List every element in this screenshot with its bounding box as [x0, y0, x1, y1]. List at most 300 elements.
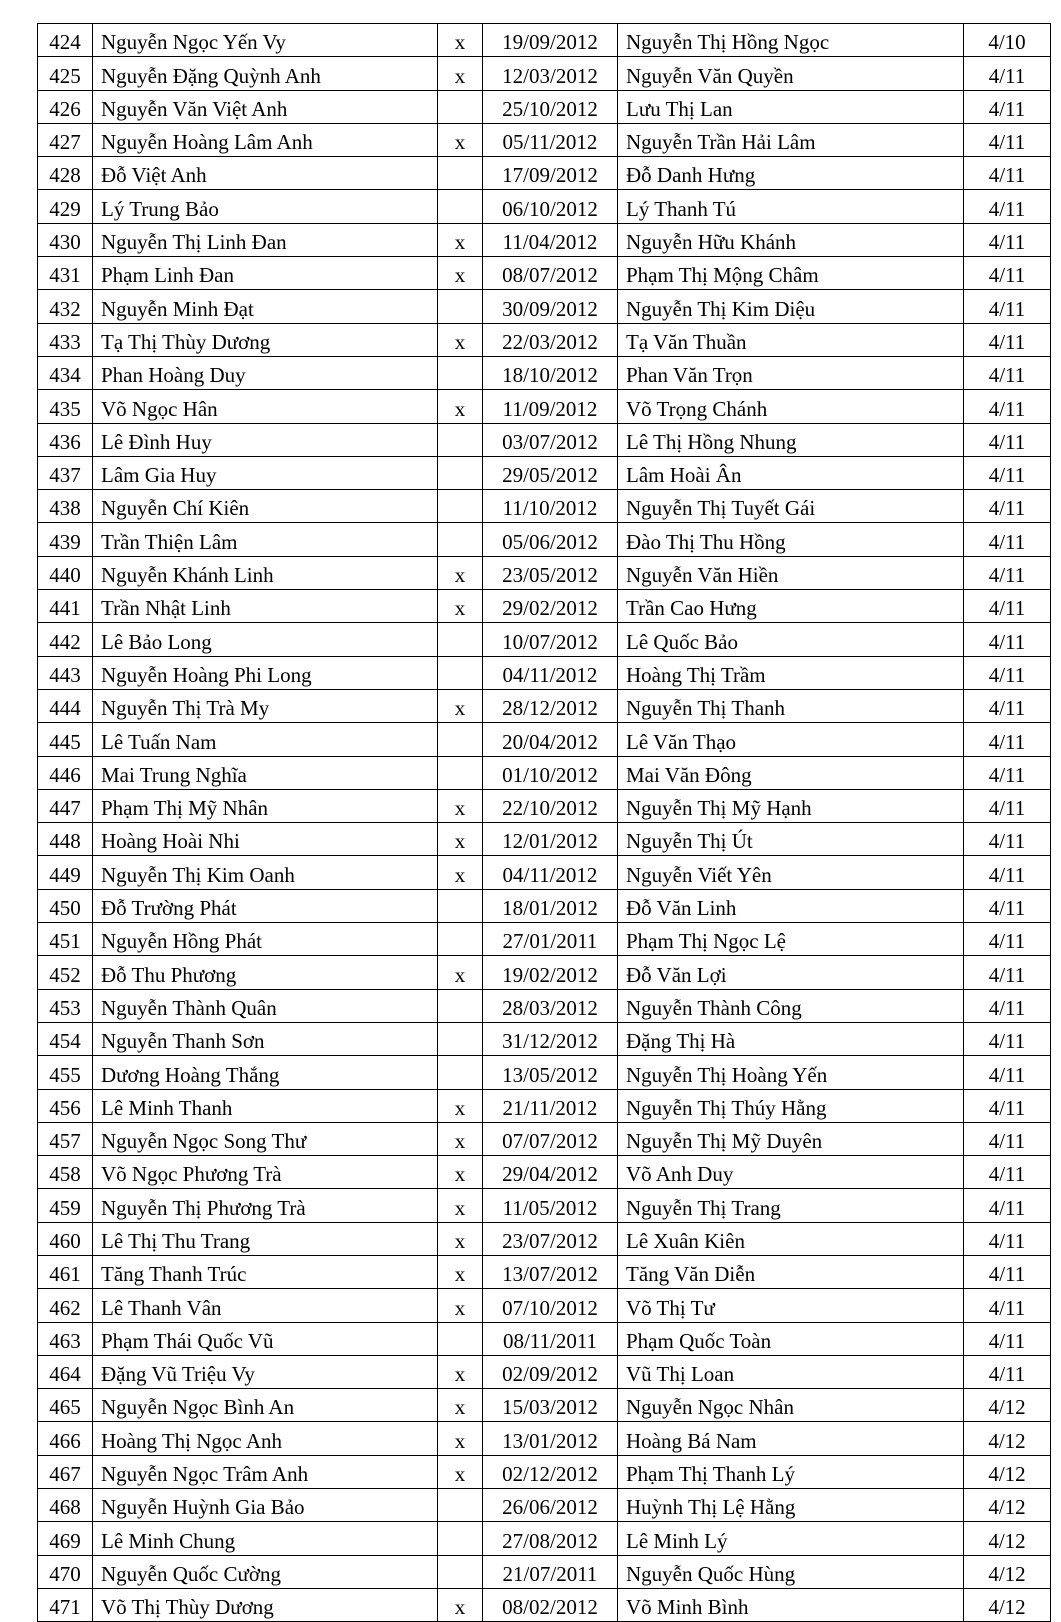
date-of-birth: 31/12/2012 — [483, 1022, 618, 1055]
female-mark — [438, 889, 483, 922]
class-name: 4/11 — [964, 123, 1051, 156]
parent-name: Vũ Thị Loan — [618, 1355, 964, 1388]
table-row — [38, 1489, 1051, 1522]
table-row — [38, 456, 1051, 489]
parent-name: Đỗ Văn Linh — [618, 889, 964, 922]
student-name: Hoàng Hoài Nhi — [93, 823, 438, 856]
student-name: Mai Trung Nghĩa — [93, 756, 438, 789]
female-mark — [438, 423, 483, 456]
table-row — [38, 756, 1051, 789]
date-of-birth: 18/10/2012 — [483, 356, 618, 389]
row-number: 438 — [38, 490, 93, 523]
student-name: Võ Ngọc Hân — [93, 390, 438, 423]
student-name: Nguyễn Quốc Cường — [93, 1555, 438, 1588]
date-of-birth: 25/10/2012 — [483, 90, 618, 123]
parent-name: Nguyễn Thị Hoàng Yến — [618, 1056, 964, 1089]
row-number: 467 — [38, 1455, 93, 1488]
class-name: 4/11 — [964, 323, 1051, 356]
student-name: Nguyễn Thị Kim Oanh — [93, 856, 438, 889]
table-row — [38, 257, 1051, 290]
row-number: 426 — [38, 90, 93, 123]
female-mark: x — [438, 1355, 483, 1388]
class-name: 4/11 — [964, 689, 1051, 722]
date-of-birth: 13/05/2012 — [483, 1056, 618, 1089]
row-number: 435 — [38, 390, 93, 423]
female-mark — [438, 356, 483, 389]
parent-name: Phạm Thị Mộng Châm — [618, 257, 964, 290]
parent-name: Trần Cao Hưng — [618, 590, 964, 623]
row-number: 440 — [38, 556, 93, 589]
date-of-birth: 03/07/2012 — [483, 423, 618, 456]
table-row — [38, 1322, 1051, 1355]
date-of-birth: 29/05/2012 — [483, 456, 618, 489]
row-number: 471 — [38, 1588, 93, 1621]
class-name: 4/10 — [964, 24, 1051, 57]
female-mark: x — [438, 956, 483, 989]
student-name: Phạm Thái Quốc Vũ — [93, 1322, 438, 1355]
student-name: Nguyễn Hoàng Lâm Anh — [93, 123, 438, 156]
row-number: 456 — [38, 1089, 93, 1122]
table-row — [38, 1122, 1051, 1155]
table-row — [38, 523, 1051, 556]
student-name: Lý Trung Bảo — [93, 190, 438, 223]
row-number: 449 — [38, 856, 93, 889]
female-mark: x — [438, 323, 483, 356]
row-number: 451 — [38, 923, 93, 956]
class-name: 4/11 — [964, 90, 1051, 123]
row-number: 431 — [38, 257, 93, 290]
female-mark — [438, 756, 483, 789]
student-name: Nguyễn Đặng Quỳnh Anh — [93, 57, 438, 90]
date-of-birth: 29/02/2012 — [483, 590, 618, 623]
class-name: 4/11 — [964, 490, 1051, 523]
date-of-birth: 18/01/2012 — [483, 889, 618, 922]
parent-name: Đặng Thị Hà — [618, 1022, 964, 1055]
female-mark: x — [438, 390, 483, 423]
row-number: 439 — [38, 523, 93, 556]
female-mark — [438, 290, 483, 323]
date-of-birth: 21/07/2011 — [483, 1555, 618, 1588]
row-number: 424 — [38, 24, 93, 57]
row-number: 462 — [38, 1289, 93, 1322]
female-mark — [438, 1322, 483, 1355]
class-name: 4/12 — [964, 1455, 1051, 1488]
student-name: Đặng Vũ Triệu Vy — [93, 1355, 438, 1388]
parent-name: Võ Trọng Chánh — [618, 390, 964, 423]
table-row — [38, 1022, 1051, 1055]
parent-name: Tạ Văn Thuần — [618, 323, 964, 356]
row-number: 452 — [38, 956, 93, 989]
date-of-birth: 05/06/2012 — [483, 523, 618, 556]
class-name: 4/11 — [964, 1255, 1051, 1288]
table-row — [38, 1355, 1051, 1388]
table-row — [38, 623, 1051, 656]
student-name: Dương Hoàng Thắng — [93, 1056, 438, 1089]
female-mark — [438, 1555, 483, 1588]
class-name: 4/11 — [964, 590, 1051, 623]
parent-name: Mai Văn Đông — [618, 756, 964, 789]
date-of-birth: 19/09/2012 — [483, 24, 618, 57]
date-of-birth: 30/09/2012 — [483, 290, 618, 323]
student-name: Lê Đình Huy — [93, 423, 438, 456]
date-of-birth: 06/10/2012 — [483, 190, 618, 223]
student-name: Lê Thanh Vân — [93, 1289, 438, 1322]
table-row — [38, 290, 1051, 323]
date-of-birth: 26/06/2012 — [483, 1489, 618, 1522]
female-mark: x — [438, 1289, 483, 1322]
student-name: Lê Minh Thanh — [93, 1089, 438, 1122]
row-number: 461 — [38, 1255, 93, 1288]
table-row — [38, 1222, 1051, 1255]
female-mark: x — [438, 123, 483, 156]
class-name: 4/11 — [964, 1122, 1051, 1155]
class-name: 4/11 — [964, 556, 1051, 589]
row-number: 464 — [38, 1355, 93, 1388]
student-name: Lê Thị Thu Trang — [93, 1222, 438, 1255]
table-row — [38, 1289, 1051, 1322]
date-of-birth: 21/11/2012 — [483, 1089, 618, 1122]
date-of-birth: 22/03/2012 — [483, 323, 618, 356]
date-of-birth: 11/09/2012 — [483, 390, 618, 423]
parent-name: Lâm Hoài Ân — [618, 456, 964, 489]
date-of-birth: 11/04/2012 — [483, 223, 618, 256]
student-name: Võ Thị Thùy Dương — [93, 1588, 438, 1621]
student-name: Trần Thiện Lâm — [93, 523, 438, 556]
table-row — [38, 689, 1051, 722]
female-mark — [438, 989, 483, 1022]
student-name: Nguyễn Minh Đạt — [93, 290, 438, 323]
parent-name: Phạm Quốc Toàn — [618, 1322, 964, 1355]
female-mark: x — [438, 556, 483, 589]
row-number: 459 — [38, 1189, 93, 1222]
row-number: 448 — [38, 823, 93, 856]
female-mark: x — [438, 1156, 483, 1189]
class-name: 4/11 — [964, 1322, 1051, 1355]
class-name: 4/12 — [964, 1489, 1051, 1522]
row-number: 430 — [38, 223, 93, 256]
female-mark: x — [438, 57, 483, 90]
table-row — [38, 656, 1051, 689]
parent-name: Lê Xuân Kiên — [618, 1222, 964, 1255]
class-name: 4/11 — [964, 190, 1051, 223]
date-of-birth: 23/05/2012 — [483, 556, 618, 589]
class-name: 4/11 — [964, 423, 1051, 456]
female-mark — [438, 1489, 483, 1522]
table-row — [38, 923, 1051, 956]
row-number: 465 — [38, 1389, 93, 1422]
date-of-birth: 11/10/2012 — [483, 490, 618, 523]
table-row — [38, 823, 1051, 856]
parent-name: Nguyễn Thị Thanh — [618, 689, 964, 722]
table-row — [38, 856, 1051, 889]
class-name: 4/11 — [964, 290, 1051, 323]
class-name: 4/11 — [964, 57, 1051, 90]
parent-name: Võ Thị Tư — [618, 1289, 964, 1322]
parent-name: Phạm Thị Thanh Lý — [618, 1455, 964, 1488]
row-number: 429 — [38, 190, 93, 223]
student-name: Nguyễn Khánh Linh — [93, 556, 438, 589]
parent-name: Phạm Thị Ngọc Lệ — [618, 923, 964, 956]
parent-name: Huỳnh Thị Lệ Hằng — [618, 1489, 964, 1522]
row-number: 468 — [38, 1489, 93, 1522]
student-name: Phan Hoàng Duy — [93, 356, 438, 389]
parent-name: Lê Quốc Bảo — [618, 623, 964, 656]
parent-name: Nguyễn Quốc Hùng — [618, 1555, 964, 1588]
parent-name: Hoàng Bá Nam — [618, 1422, 964, 1455]
class-name: 4/11 — [964, 1156, 1051, 1189]
row-number: 454 — [38, 1022, 93, 1055]
class-name: 4/11 — [964, 623, 1051, 656]
class-name: 4/12 — [964, 1588, 1051, 1621]
table-row — [38, 1156, 1051, 1189]
student-name: Nguyễn Thị Linh Đan — [93, 223, 438, 256]
class-name: 4/12 — [964, 1389, 1051, 1422]
table-row — [38, 789, 1051, 822]
date-of-birth: 28/03/2012 — [483, 989, 618, 1022]
class-name: 4/11 — [964, 1022, 1051, 1055]
class-name: 4/11 — [964, 823, 1051, 856]
parent-name: Lê Thị Hồng Nhung — [618, 423, 964, 456]
student-name: Đỗ Việt Anh — [93, 157, 438, 190]
student-name: Nguyễn Chí Kiên — [93, 490, 438, 523]
table-row — [38, 490, 1051, 523]
female-mark: x — [438, 1122, 483, 1155]
female-mark — [438, 523, 483, 556]
date-of-birth: 05/11/2012 — [483, 123, 618, 156]
class-name: 4/11 — [964, 656, 1051, 689]
date-of-birth: 01/10/2012 — [483, 756, 618, 789]
student-name: Nguyễn Thị Phương Trà — [93, 1189, 438, 1222]
class-name: 4/11 — [964, 989, 1051, 1022]
table-row — [38, 956, 1051, 989]
student-name: Nguyễn Thanh Sơn — [93, 1022, 438, 1055]
date-of-birth: 02/09/2012 — [483, 1355, 618, 1388]
date-of-birth: 12/01/2012 — [483, 823, 618, 856]
female-mark — [438, 1022, 483, 1055]
date-of-birth: 02/12/2012 — [483, 1455, 618, 1488]
parent-name: Lưu Thị Lan — [618, 90, 964, 123]
class-name: 4/11 — [964, 723, 1051, 756]
parent-name: Nguyễn Ngọc Nhân — [618, 1389, 964, 1422]
date-of-birth: 04/11/2012 — [483, 656, 618, 689]
date-of-birth: 08/11/2011 — [483, 1322, 618, 1355]
class-name: 4/11 — [964, 856, 1051, 889]
student-name: Lê Tuấn Nam — [93, 723, 438, 756]
date-of-birth: 17/09/2012 — [483, 157, 618, 190]
female-mark: x — [438, 789, 483, 822]
female-mark: x — [438, 1588, 483, 1621]
table-row — [38, 1089, 1051, 1122]
row-number: 470 — [38, 1555, 93, 1588]
parent-name: Đào Thị Thu Hồng — [618, 523, 964, 556]
table-row — [38, 1588, 1051, 1621]
student-name: Phạm Linh Đan — [93, 257, 438, 290]
parent-name: Nguyễn Thị Út — [618, 823, 964, 856]
parent-name: Nguyễn Văn Quyền — [618, 57, 964, 90]
class-name: 4/11 — [964, 356, 1051, 389]
female-mark: x — [438, 1222, 483, 1255]
class-name: 4/11 — [964, 1289, 1051, 1322]
table-row — [38, 57, 1051, 90]
student-name: Lâm Gia Huy — [93, 456, 438, 489]
row-number: 457 — [38, 1122, 93, 1155]
female-mark: x — [438, 689, 483, 722]
class-name: 4/11 — [964, 1056, 1051, 1089]
class-name: 4/11 — [964, 956, 1051, 989]
roster-body — [38, 24, 1051, 1622]
female-mark: x — [438, 1189, 483, 1222]
class-name: 4/11 — [964, 456, 1051, 489]
table-row — [38, 1189, 1051, 1222]
parent-name: Nguyễn Thị Kim Diệu — [618, 290, 964, 323]
student-name: Nguyễn Văn Việt Anh — [93, 90, 438, 123]
parent-name: Nguyễn Thị Mỹ Hạnh — [618, 789, 964, 822]
row-number: 446 — [38, 756, 93, 789]
parent-name: Nguyễn Hữu Khánh — [618, 223, 964, 256]
student-name: Tăng Thanh Trúc — [93, 1255, 438, 1288]
row-number: 450 — [38, 889, 93, 922]
date-of-birth: 13/07/2012 — [483, 1255, 618, 1288]
row-number: 434 — [38, 356, 93, 389]
table-row — [38, 556, 1051, 589]
date-of-birth: 07/10/2012 — [483, 1289, 618, 1322]
table-row — [38, 1555, 1051, 1588]
row-number: 425 — [38, 57, 93, 90]
female-mark: x — [438, 823, 483, 856]
table-row — [38, 1255, 1051, 1288]
row-number: 469 — [38, 1522, 93, 1555]
class-name: 4/11 — [964, 1355, 1051, 1388]
row-number: 433 — [38, 323, 93, 356]
class-name: 4/11 — [964, 257, 1051, 290]
row-number: 441 — [38, 590, 93, 623]
table-row — [38, 423, 1051, 456]
student-roster-table — [37, 23, 1051, 1622]
row-number: 427 — [38, 123, 93, 156]
student-name: Nguyễn Ngọc Yến Vy — [93, 24, 438, 57]
table-row — [38, 1422, 1051, 1455]
female-mark — [438, 623, 483, 656]
female-mark — [438, 923, 483, 956]
student-name: Phạm Thị Mỹ Nhân — [93, 789, 438, 822]
date-of-birth: 04/11/2012 — [483, 856, 618, 889]
row-number: 428 — [38, 157, 93, 190]
class-name: 4/12 — [964, 1422, 1051, 1455]
date-of-birth: 07/07/2012 — [483, 1122, 618, 1155]
parent-name: Võ Anh Duy — [618, 1156, 964, 1189]
female-mark: x — [438, 1389, 483, 1422]
parent-name: Nguyễn Thị Thúy Hằng — [618, 1089, 964, 1122]
student-name: Trần Nhật Linh — [93, 590, 438, 623]
student-name: Nguyễn Hồng Phát — [93, 923, 438, 956]
row-number: 453 — [38, 989, 93, 1022]
student-name: Nguyễn Ngọc Bình An — [93, 1389, 438, 1422]
table-row — [38, 1389, 1051, 1422]
class-name: 4/11 — [964, 157, 1051, 190]
row-number: 444 — [38, 689, 93, 722]
table-row — [38, 323, 1051, 356]
female-mark: x — [438, 1455, 483, 1488]
student-name: Đỗ Thu Phương — [93, 956, 438, 989]
parent-name: Đỗ Văn Lợi — [618, 956, 964, 989]
table-row — [38, 723, 1051, 756]
class-name: 4/11 — [964, 789, 1051, 822]
female-mark: x — [438, 590, 483, 623]
date-of-birth: 11/05/2012 — [483, 1189, 618, 1222]
date-of-birth: 27/08/2012 — [483, 1522, 618, 1555]
student-name: Hoàng Thị Ngọc Anh — [93, 1422, 438, 1455]
date-of-birth: 20/04/2012 — [483, 723, 618, 756]
date-of-birth: 19/02/2012 — [483, 956, 618, 989]
parent-name: Lý Thanh Tú — [618, 190, 964, 223]
table-row — [38, 889, 1051, 922]
table-row — [38, 190, 1051, 223]
female-mark: x — [438, 1422, 483, 1455]
student-name: Nguyễn Hoàng Phi Long — [93, 656, 438, 689]
row-number: 437 — [38, 456, 93, 489]
date-of-birth: 15/03/2012 — [483, 1389, 618, 1422]
parent-name: Nguyễn Thị Hồng Ngọc — [618, 24, 964, 57]
row-number: 442 — [38, 623, 93, 656]
date-of-birth: 23/07/2012 — [483, 1222, 618, 1255]
female-mark — [438, 723, 483, 756]
student-name: Nguyễn Thành Quân — [93, 989, 438, 1022]
row-number: 458 — [38, 1156, 93, 1189]
date-of-birth: 10/07/2012 — [483, 623, 618, 656]
date-of-birth: 28/12/2012 — [483, 689, 618, 722]
female-mark — [438, 157, 483, 190]
parent-name: Hoàng Thị Trầm — [618, 656, 964, 689]
table-row — [38, 223, 1051, 256]
date-of-birth: 27/01/2011 — [483, 923, 618, 956]
parent-name: Nguyễn Thị Mỹ Duyên — [618, 1122, 964, 1155]
row-number: 466 — [38, 1422, 93, 1455]
table-row — [38, 590, 1051, 623]
class-name: 4/11 — [964, 889, 1051, 922]
student-name: Nguyễn Ngọc Song Thư — [93, 1122, 438, 1155]
row-number: 443 — [38, 656, 93, 689]
parent-name: Nguyễn Văn Hiền — [618, 556, 964, 589]
row-number: 463 — [38, 1322, 93, 1355]
student-name: Lê Bảo Long — [93, 623, 438, 656]
student-name: Nguyễn Thị Trà My — [93, 689, 438, 722]
date-of-birth: 08/02/2012 — [483, 1588, 618, 1621]
parent-name: Nguyễn Trần Hải Lâm — [618, 123, 964, 156]
class-name: 4/11 — [964, 223, 1051, 256]
class-name: 4/11 — [964, 1222, 1051, 1255]
table-row — [38, 24, 1051, 57]
student-name: Tạ Thị Thùy Dương — [93, 323, 438, 356]
female-mark — [438, 1056, 483, 1089]
female-mark: x — [438, 856, 483, 889]
student-name: Đỗ Trường Phát — [93, 889, 438, 922]
female-mark — [438, 190, 483, 223]
row-number: 460 — [38, 1222, 93, 1255]
parent-name: Nguyễn Viết Yên — [618, 856, 964, 889]
female-mark: x — [438, 1089, 483, 1122]
table-row — [38, 157, 1051, 190]
row-number: 436 — [38, 423, 93, 456]
class-name: 4/12 — [964, 1555, 1051, 1588]
table-row — [38, 1056, 1051, 1089]
parent-name: Nguyễn Thị Tuyết Gái — [618, 490, 964, 523]
student-name: Võ Ngọc Phương Trà — [93, 1156, 438, 1189]
table-row — [38, 90, 1051, 123]
class-name: 4/11 — [964, 756, 1051, 789]
female-mark — [438, 490, 483, 523]
class-name: 4/11 — [964, 523, 1051, 556]
class-name: 4/11 — [964, 390, 1051, 423]
